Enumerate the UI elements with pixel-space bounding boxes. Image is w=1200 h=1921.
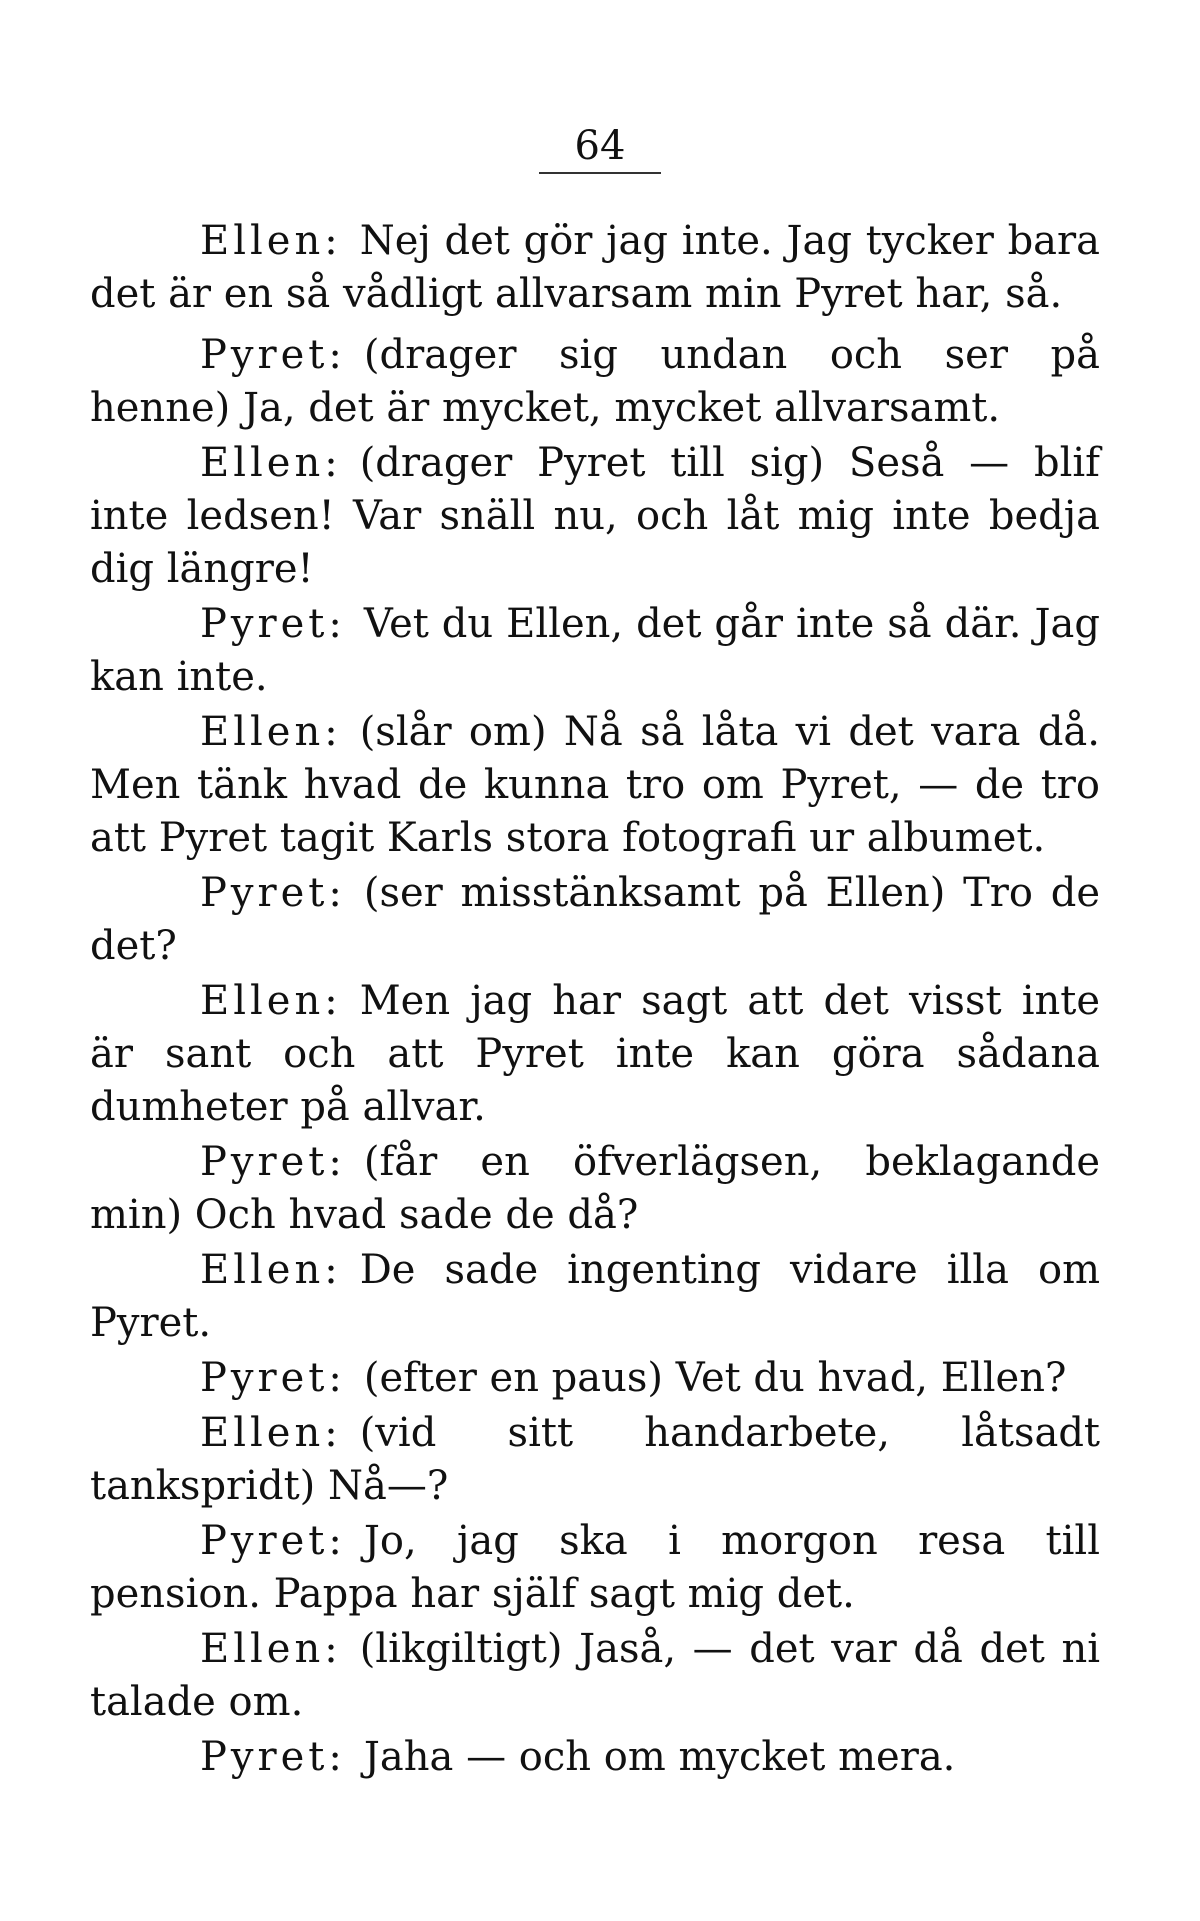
speech-13 — [90, 1623, 1100, 1729]
speech-text: (efter en paus) Vet du hvad, Ellen? — [363, 1355, 1067, 1401]
speaker-name: Ellen: — [200, 709, 342, 755]
speaker-name: Pyret: — [200, 1355, 346, 1401]
speaker-name: Pyret: — [200, 1518, 346, 1564]
page-number-text: 64 — [539, 122, 662, 174]
speech-text: (drager sig undan och ser på henne) Ja, det är mycket, mycket allvarsamt. — [90, 332, 1100, 431]
speech-6 — [90, 867, 1100, 973]
speech-text: Jo, jag ska i morgon resa till pension. Pappa har själf sagt mig det. — [90, 1518, 1100, 1617]
speaker-name: Ellen: — [200, 1247, 342, 1293]
speaker-name: Pyret: — [200, 332, 346, 378]
speech-9 — [90, 1244, 1100, 1350]
speech-11 — [90, 1407, 1100, 1513]
speech-2 — [90, 329, 1100, 435]
speech-1 — [90, 215, 1100, 321]
speech-10 — [90, 1352, 1100, 1405]
speech-7 — [90, 975, 1100, 1134]
speaker-name: Pyret: — [200, 1734, 346, 1780]
speech-text: Men jag har sagt att det visst inte är sant och att Pyret inte kan göra sådana dumheter på allvar. — [90, 978, 1100, 1130]
speech-12 — [90, 1515, 1100, 1621]
speaker-name: Pyret: — [200, 1139, 346, 1185]
page-number — [0, 122, 1200, 174]
speaker-name: Ellen: — [200, 218, 342, 264]
speaker-name: Ellen: — [200, 440, 342, 486]
speech-text: Vet du Ellen, det går inte så där. Jag kan inte. — [90, 601, 1100, 700]
speech-4 — [90, 598, 1100, 704]
speaker-name: Ellen: — [200, 978, 342, 1024]
speech-text: De sade ingenting vidare illa om Pyret. — [90, 1247, 1100, 1346]
speech-5 — [90, 706, 1100, 865]
speech-8 — [90, 1136, 1100, 1242]
speech-text: Jaha — och om mycket mera. — [363, 1734, 956, 1780]
speech-text: (likgiltigt) Jaså, — det var då det ni talade om. — [90, 1626, 1100, 1725]
speech-text: (slår om) Nå så låta vi det vara då. Men tänk hvad de kunna tro om Pyret, — de tro att Pyret tagit Karls stora fotografi ur albumet. — [90, 709, 1100, 861]
speech-text: (vid sitt handarbete, låtsadt tankspridt) Nå—? — [90, 1410, 1100, 1509]
speaker-name: Ellen: — [200, 1626, 342, 1672]
speech-3 — [90, 437, 1100, 596]
speech-text: (drager Pyret till sig) Seså — blif inte ledsen! Var snäll nu, och låt mig inte bedja dig längre! — [90, 440, 1100, 592]
speech-14 — [90, 1731, 1100, 1784]
speaker-name: Ellen: — [200, 1410, 342, 1456]
dialogue-column — [90, 215, 1100, 1786]
speaker-name: Pyret: — [200, 601, 346, 647]
speech-text: (får en öfverlägsen, beklagande min) Och hvad sade de då? — [90, 1139, 1100, 1238]
speech-text: Nej det gör jag inte. Jag tycker bara det är en så vådligt allvarsam min Pyret har, så. — [90, 218, 1100, 317]
speaker-name: Pyret: — [200, 870, 346, 916]
speech-text: (ser misstänksamt på Ellen) Tro de det? — [90, 870, 1100, 969]
